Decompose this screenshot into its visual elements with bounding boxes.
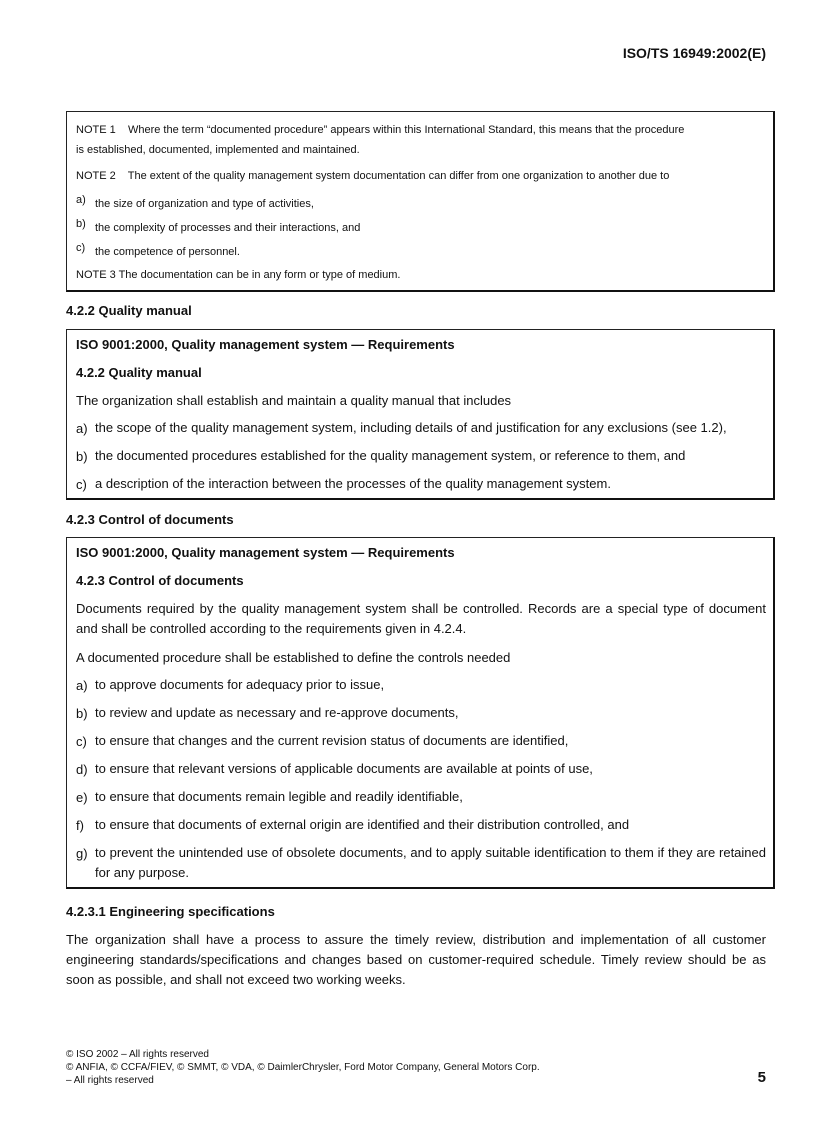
box-title: ISO 9001:2000, Quality management system — Requirements [76,337,455,352]
document-page: ISO/TS 16949:2002(E) NOTE 1 Where the term “documented procedure” appears within this International Standard, this means that the procedure is established, documented, implemented and maintained. NOTE 2 The extent of the quality management system documentation can differ from one organization to another due to a) the size of organization and type of activities, b) the complexity of processes and their interactions, and c) the competence of personnel. NOTE 3 The documentation can be in any form or type of medium. 4.2.2 Quality manual ISO 9001:2000, Quality management system — Requirements 4.2.2 Quality manual The organization shall establish and maintain a quality manual that includes a) the scope of the quality management system, including details of and justification for any exclusions (see 1.2), b) the documented procedures established for the quality management system, or reference to them, and c) a description of the interaction between the processes of the quality management system. 4.2.3 Control of documents ISO 9001:2000, Quality management system — Requirements 4.2.3 Control of documents Documents required by the quality management system shall be controlled. Records are a special type of document and shall be controlled according to the requirements given in 4.2.4. A documented procedure shall be established to define the controls needed a) to approve documents for adequacy prior to issue, b) to review and update as necessary and re-approve documents, c) to ensure that changes and the current revision status of documents are identified, d) to ensure that relevant versions of applicable documents are available at points of use, e) to ensure that documents remain legible and readily identifiable, f) to ensure that documents of external origin are identified and their distribution controlled, and g) to prevent the unintended use of obsolete documents, and to apply suitable identification to them if they are retained for any purpose. 4.2.3.1 Engineering specifications The organization shall have a process to assure the timely review, distribution and implementation of all customer engineering standards/specifications and changes based on customer-required schedule. Timely review should be as soon as possible, and shall not exceed two working weeks. © ISO 2002 – All rights reserved © ANFIA, © CCFA/FIEV, © SMMT, © VDA, © DaimlerChrysler, Ford Motor Company, General Motors Corp. – All rights reserved 5 [0,0,816,1123]
footer-rights: – All rights reserved [66,1075,154,1086]
engineering-spec-paragraph: The organization shall have a process to assure the timely review, distribution and implementation of all customer engineering standards/specifications and changes based on customer-required schedule. Timely review should be as soon as possible, and shall not exceed two working weeks. [66,932,766,987]
section-heading-4-2-3-1: 4.2.3.1 Engineering specifications [66,904,275,919]
section-heading-4-2-2: 4.2.2 Quality manual [66,303,192,318]
box-title: ISO 9001:2000, Quality management system — Requirements [76,545,455,560]
box-subtitle: 4.2.2 Quality manual [76,365,202,380]
section-heading-4-2-3: 4.2.3 Control of documents [66,512,234,527]
document-header: ISO/TS 16949:2002(E) [622,45,766,61]
note-1-cont: is established, documented, implemented and maintained. [76,144,360,156]
page-number: 5 [757,1069,766,1086]
note-3: NOTE 3 The documentation can be in any form or type of medium. [76,269,401,281]
box-intro: The organization shall establish and maintain a quality manual that includes [76,393,512,408]
note-1: NOTE 1 Where the term “documented procedure” appears within this International Standard, this means that the procedure [76,124,685,136]
footer-copyright-iso: © ISO 2002 – All rights reserved [66,1049,209,1060]
note-2: NOTE 2 The extent of the quality management system documentation can differ from one organization to another due to [76,170,670,182]
footer-copyright-partners: © ANFIA, © CCFA/FIEV, © SMMT, © VDA, © DaimlerChrysler, Ford Motor Company, General Motors Corp. [66,1062,540,1073]
box-subtitle: 4.2.3 Control of documents [76,573,244,588]
box-paragraph: A documented procedure shall be established to define the controls needed [76,650,511,665]
box-paragraph: Documents required by the quality management system shall be controlled. Records are a special type of document and shall be controlled according to the requirements given in 4.2.4. [76,601,766,636]
